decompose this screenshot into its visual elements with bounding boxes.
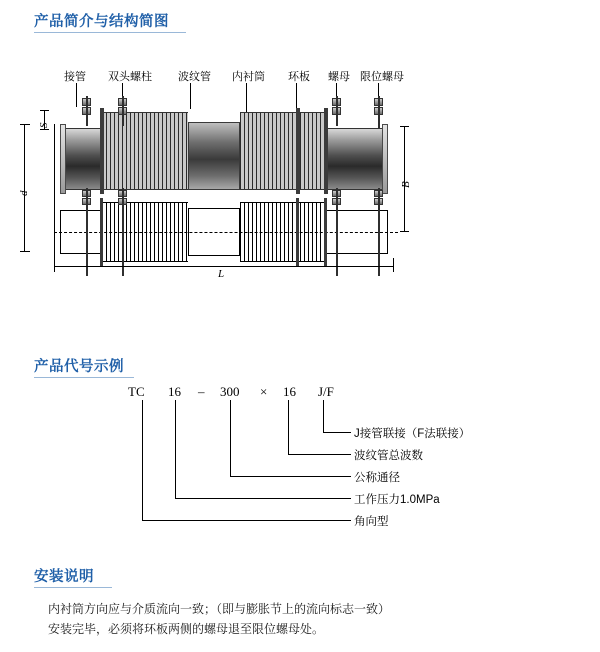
dim-tick-d-top <box>20 124 30 125</box>
code-token-dash: – <box>198 384 205 399</box>
dim-ext-l-right <box>393 258 394 272</box>
stud-lower-far-right <box>378 188 380 276</box>
section-heading-code: 产品代号示例 <box>34 359 124 375</box>
stud-upper-far-right <box>378 96 380 128</box>
code-line-pressure <box>175 400 176 498</box>
callout-label-bowenguan: 波纹管 <box>178 71 211 83</box>
code-line-type <box>142 400 143 520</box>
leader-line-1 <box>76 83 77 107</box>
code-desc-jf: J接管联接（F法联接） <box>354 428 471 440</box>
stud-lower-mid <box>122 188 124 276</box>
bellows-right <box>240 112 326 190</box>
leader-line-3 <box>190 83 191 109</box>
lower-ring-plate-right <box>324 198 327 266</box>
dim-tick-b-bottom <box>400 231 409 232</box>
stud-lower-left <box>86 188 88 276</box>
callout-label-xianweiluomu: 限位螺母 <box>360 71 404 83</box>
dim-line-d <box>24 124 25 252</box>
structure-diagram <box>18 68 460 283</box>
dim-line-b <box>404 126 405 232</box>
center-line <box>54 232 398 233</box>
code-pointer-waves <box>288 454 351 455</box>
code-pointer-dn <box>230 476 351 477</box>
pipe-stub-left <box>60 128 102 190</box>
code-line-jf <box>323 400 324 432</box>
code-desc-dn: 公称通径 <box>354 472 400 484</box>
dim-ext-vertical-left <box>54 124 55 269</box>
stud-upper-right <box>336 96 338 126</box>
code-desc-type: 角向型 <box>354 516 389 528</box>
dim-tick-d-bottom <box>20 251 30 252</box>
callout-label-luomu: 螺母 <box>328 71 350 83</box>
code-token-16b: 16 <box>283 384 296 399</box>
dim-label-s: S <box>38 122 50 128</box>
heading-rule-code <box>34 377 134 378</box>
stud-upper-mid <box>122 96 124 126</box>
code-token-16a: 16 <box>168 384 181 399</box>
callout-label-neichentong: 内衬筒 <box>232 71 265 83</box>
stud-lower-right <box>336 188 338 276</box>
code-pointer-type <box>142 520 351 521</box>
dim-label-l: L <box>218 268 225 280</box>
flange-right <box>382 124 388 194</box>
dim-tick-b-top <box>400 126 409 127</box>
code-token-times: × <box>260 384 268 399</box>
flange-left <box>60 124 66 194</box>
code-token-300: 300 <box>220 384 240 399</box>
dim-tick-s-top <box>40 110 49 111</box>
liner-tube <box>188 122 240 190</box>
code-line-waves <box>288 400 289 454</box>
code-pointer-jf <box>323 432 351 433</box>
code-token-jf: J/F <box>318 384 334 399</box>
lower-ring-plate-left <box>100 198 103 266</box>
dim-line-l <box>54 266 394 267</box>
callout-label-huanban: 环板 <box>288 71 310 83</box>
pipe-stub-right <box>326 128 388 190</box>
dim-label-b: B <box>400 181 412 188</box>
code-pointer-pressure <box>175 498 351 499</box>
code-desc-waves: 波纹管总波数 <box>354 450 423 462</box>
ring-plate-right <box>324 108 328 194</box>
heading-rule-intro <box>34 32 186 33</box>
ring-plate-left <box>100 108 104 194</box>
lower-ring-plate-center <box>296 198 299 266</box>
bellows-left <box>102 112 188 190</box>
code-line-dn <box>230 400 231 476</box>
dim-tick-s-bottom <box>40 129 49 130</box>
product-code-diagram <box>120 382 500 532</box>
section-heading-install: 安装说明 <box>34 569 94 585</box>
install-note-line-2: 安装完毕，必须将环板两侧的螺母退至限位螺母处。 <box>48 622 325 636</box>
section-heading-intro: 产品简介与结构简图 <box>34 14 169 30</box>
callout-label-jieguan: 接管 <box>64 71 86 83</box>
heading-rule-install <box>34 587 112 588</box>
callout-label-shuangtou: 双头螺柱 <box>108 71 152 83</box>
stud-upper-left <box>86 96 88 126</box>
code-desc-pressure: 工作压力1.0MPa <box>354 494 440 506</box>
dim-label-d: d <box>18 190 30 196</box>
ring-plate-center <box>296 108 300 194</box>
install-note-line-1: 内衬筒方向应与介质流向一致；（即与膨胀节上的流向标志一致） <box>48 602 391 616</box>
code-token-tc: TC <box>128 384 145 399</box>
